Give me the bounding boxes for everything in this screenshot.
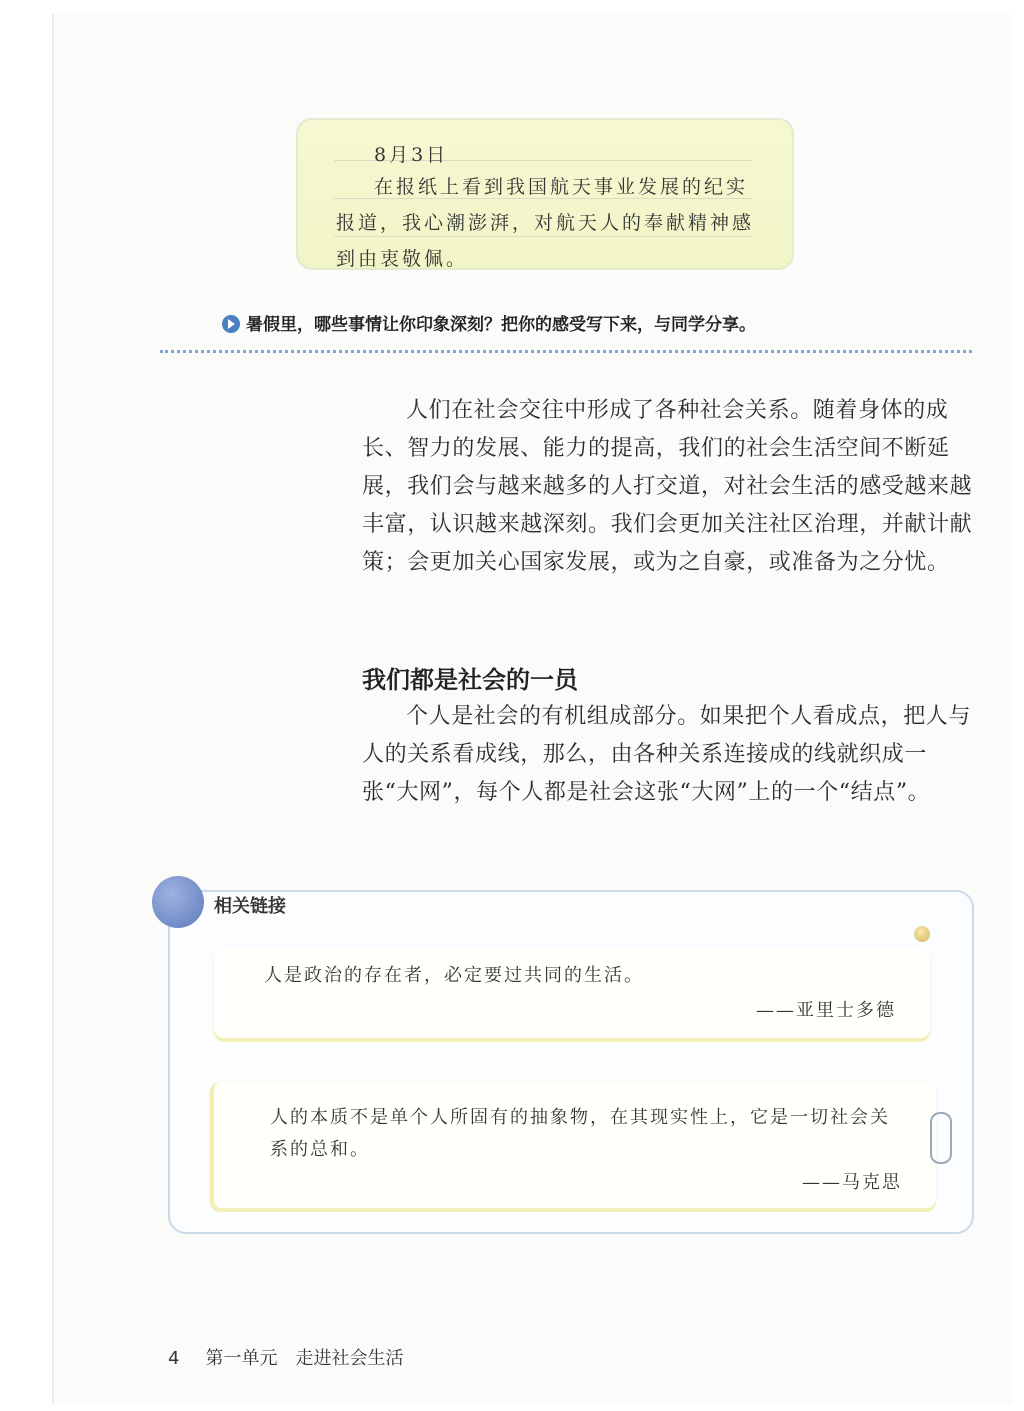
related-link-title: 相关链接 (214, 892, 294, 918)
quote-text-2: 人的本质不是单个人所固有的抽象物，在其现实性上，它是一切社会关系的总和。 (270, 1107, 890, 1160)
diary-note-card (296, 118, 794, 270)
diary-date: 8月3日 (374, 144, 449, 166)
pushpin-icon (914, 926, 930, 942)
page-footer (168, 1344, 403, 1370)
dotted-divider (160, 350, 972, 353)
quote-card-2 (210, 1082, 936, 1208)
activity-prompt-text: 暑假里，哪些事情让你印象深刻？把你的感受写下来，与同学分享。 (246, 315, 756, 335)
quote-author-2: ——马克思 (802, 1172, 902, 1193)
body-paragraph-2: 个人是社会的有机组成部分。如果把个人看成点，把人与人的关系看成线，那么，由各种关系连接成的线就织成一张“大网”，每个人都是社会这张“大网”上的一个“结点”。 (362, 704, 972, 805)
globe-icon (152, 876, 204, 928)
quote-text-1: 人是政治的存在者，必定要过共同的生活。 (264, 965, 644, 986)
quote-card-1 (214, 948, 930, 1038)
diary-line-1: 在报纸上看到我国航天事业发展的纪实 (374, 176, 749, 198)
body-paragraph-1: 人们在社会交往中形成了各种社会关系。随着身体的成长、智力的发展、能力的提高，我们的社会生活空间不断延展，我们会与越来越多的人打交道，对社会生活的感受越来越丰富，认识越来越深刻。我们会更加关注社区治理，并献计献策；会更加关心国家发展，或为之自豪，或准备为之分忧。 (362, 398, 973, 575)
unit-label: 第一单元 (205, 1348, 278, 1369)
play-arrow-icon (222, 315, 240, 333)
diary-line-3: 到由衷敬佩。 (336, 248, 469, 270)
page-number: 4 (168, 1348, 180, 1369)
section-heading: 我们都是社会的一员 (362, 666, 578, 694)
paperclip-icon (930, 1112, 952, 1164)
activity-prompt (222, 310, 756, 335)
quote-author-1: ——亚里士多德 (756, 1000, 896, 1021)
diary-line-2: 报道，我心潮澎湃，对航天人的奉献精神感 (336, 212, 755, 234)
unit-title: 走进社会生活 (295, 1348, 404, 1369)
